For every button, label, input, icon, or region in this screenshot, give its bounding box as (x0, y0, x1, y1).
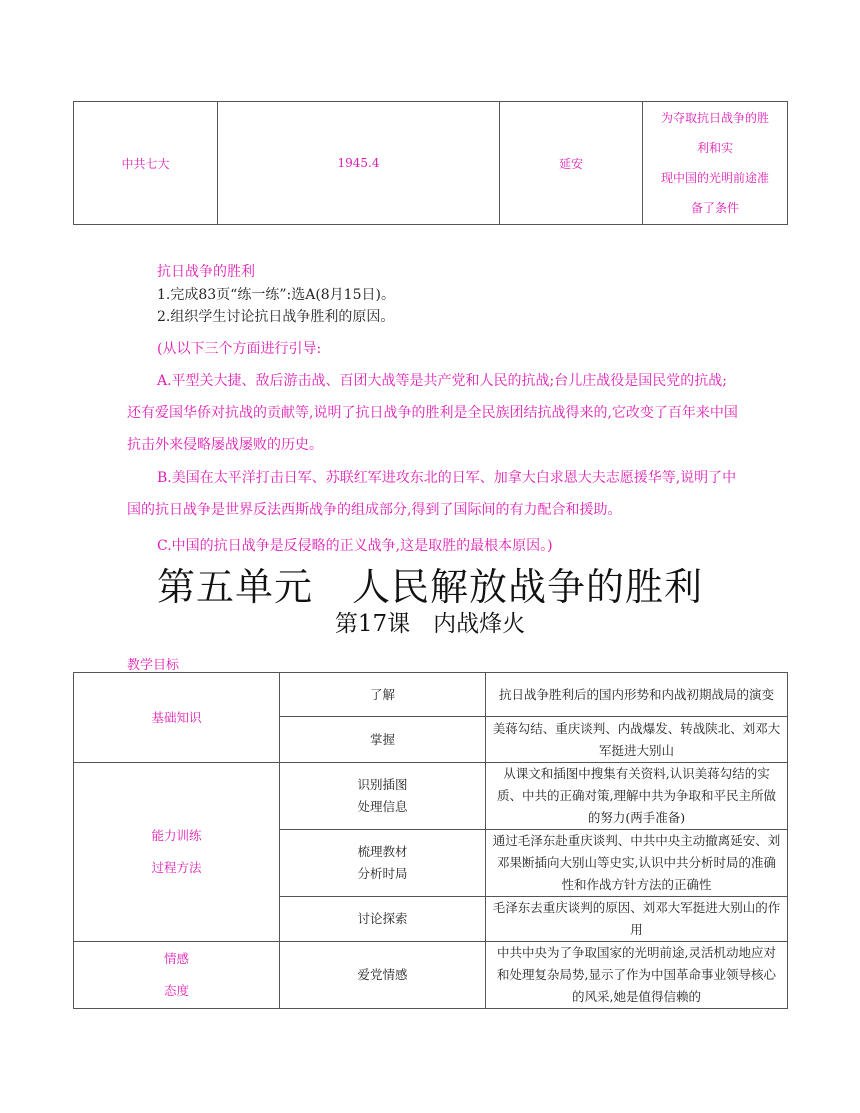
category-emotion (74, 942, 280, 1009)
victory-heading: 抗日战争的胜利 (157, 264, 255, 280)
goal-label: 爱党情感 (280, 942, 486, 1009)
category-ability-line-2: 过程方法 (151, 860, 202, 875)
goals-table (73, 672, 788, 1009)
goal-text: 美蒋勾结、重庆谈判、内战爆发、转战陕北、刘邓大军挺进大别山 (486, 717, 788, 763)
goals-heading: 教学目标 (127, 658, 180, 673)
goal-label-line: 识别插图 (357, 777, 408, 792)
point-c: C.中国的抗日战争是反侵略的正义战争,这是取胜的最根本原因。) (157, 538, 553, 554)
table-row (74, 763, 788, 830)
goal-label: 讨论探索 (280, 897, 486, 942)
point-b: B.美国在太平洋打击日军、苏联红军进攻东北的日军、加拿大白求恩大夫志愿援华等,说明了中国的抗日战争是世界反法西斯战争的组成部分,得到了国际间的有力配合和援助。 (127, 470, 737, 518)
significance-line: 备了条件 (690, 201, 739, 215)
step-1: 1.完成83页“练一练”:选A(8月15日)。 (157, 287, 395, 303)
goal-text: 通过毛泽东赴重庆谈判、中共中央主动撤离延安、刘邓果断插向大别山等史实,认识中共分析时局的准确性和作战方针方法的正确性 (486, 830, 788, 897)
goal-label: 了解 (280, 673, 486, 717)
table-row (74, 673, 788, 717)
category-emotion-line-2: 态度 (163, 983, 189, 998)
table-row (74, 942, 788, 1009)
goal-label (280, 830, 486, 897)
meeting-date-cell: 1945.4 (218, 102, 500, 225)
guide-intro: (从以下三个方面进行引导: (157, 341, 322, 357)
goal-label: 掌握 (280, 717, 486, 763)
lesson-title: 第17课 内战烽火 (334, 611, 526, 637)
significance-line: 利和实 (696, 141, 733, 155)
meeting-place-cell: 延安 (500, 102, 643, 225)
meeting-name-cell: 中共七大 (74, 102, 218, 225)
goal-text: 毛泽东去重庆谈判的原因、刘邓大军挺进大别山的作用 (486, 897, 788, 942)
significance-line: 为夺取抗日战争的胜 (660, 111, 769, 125)
significance-line: 现中国的光明前途准 (660, 171, 769, 185)
category-ability-line-1: 能力训练 (151, 828, 202, 843)
unit-title: 第五单元 人民解放战争的胜利 (156, 565, 703, 609)
point-a: A.平型关大捷、敌后游击战、百团大战等是共产党和人民的抗战;台儿庄战役是国民党的抗战;还有爱国华侨对抗战的贡献等,说明了抗日战争的胜利是全民族团结抗战得来的,它改变了百年来中国抗击外来侵略屡战屡败的历史。 (127, 373, 738, 453)
table-row (74, 102, 788, 225)
category-emotion-line-1: 情感 (163, 951, 189, 966)
goal-label-line: 分析时局 (357, 866, 408, 881)
goal-label-line: 梳理教材 (357, 844, 408, 859)
category-ability (74, 763, 280, 942)
goal-text: 抗日战争胜利后的国内形势和内战初期战局的演变 (486, 673, 788, 717)
goal-label (280, 763, 486, 830)
category-knowledge: 基础知识 (74, 673, 280, 763)
top-table (73, 101, 788, 225)
goal-label-line: 处理信息 (357, 799, 408, 814)
goal-text: 从课文和插图中搜集有关资料,认识美蒋勾结的实质、中共的正确对策,理解中共为争取和平民主所做的努力(两手准备) (486, 763, 788, 830)
meeting-significance-cell (643, 102, 788, 225)
goal-text: 中共中央为了争取国家的光明前途,灵活机动地应对和处理复杂局势,显示了作为中国革命事业领导核心的风采,她是值得信赖的 (486, 942, 788, 1009)
step-2: 2.组织学生讨论抗日战争胜利的原因。 (157, 309, 395, 325)
